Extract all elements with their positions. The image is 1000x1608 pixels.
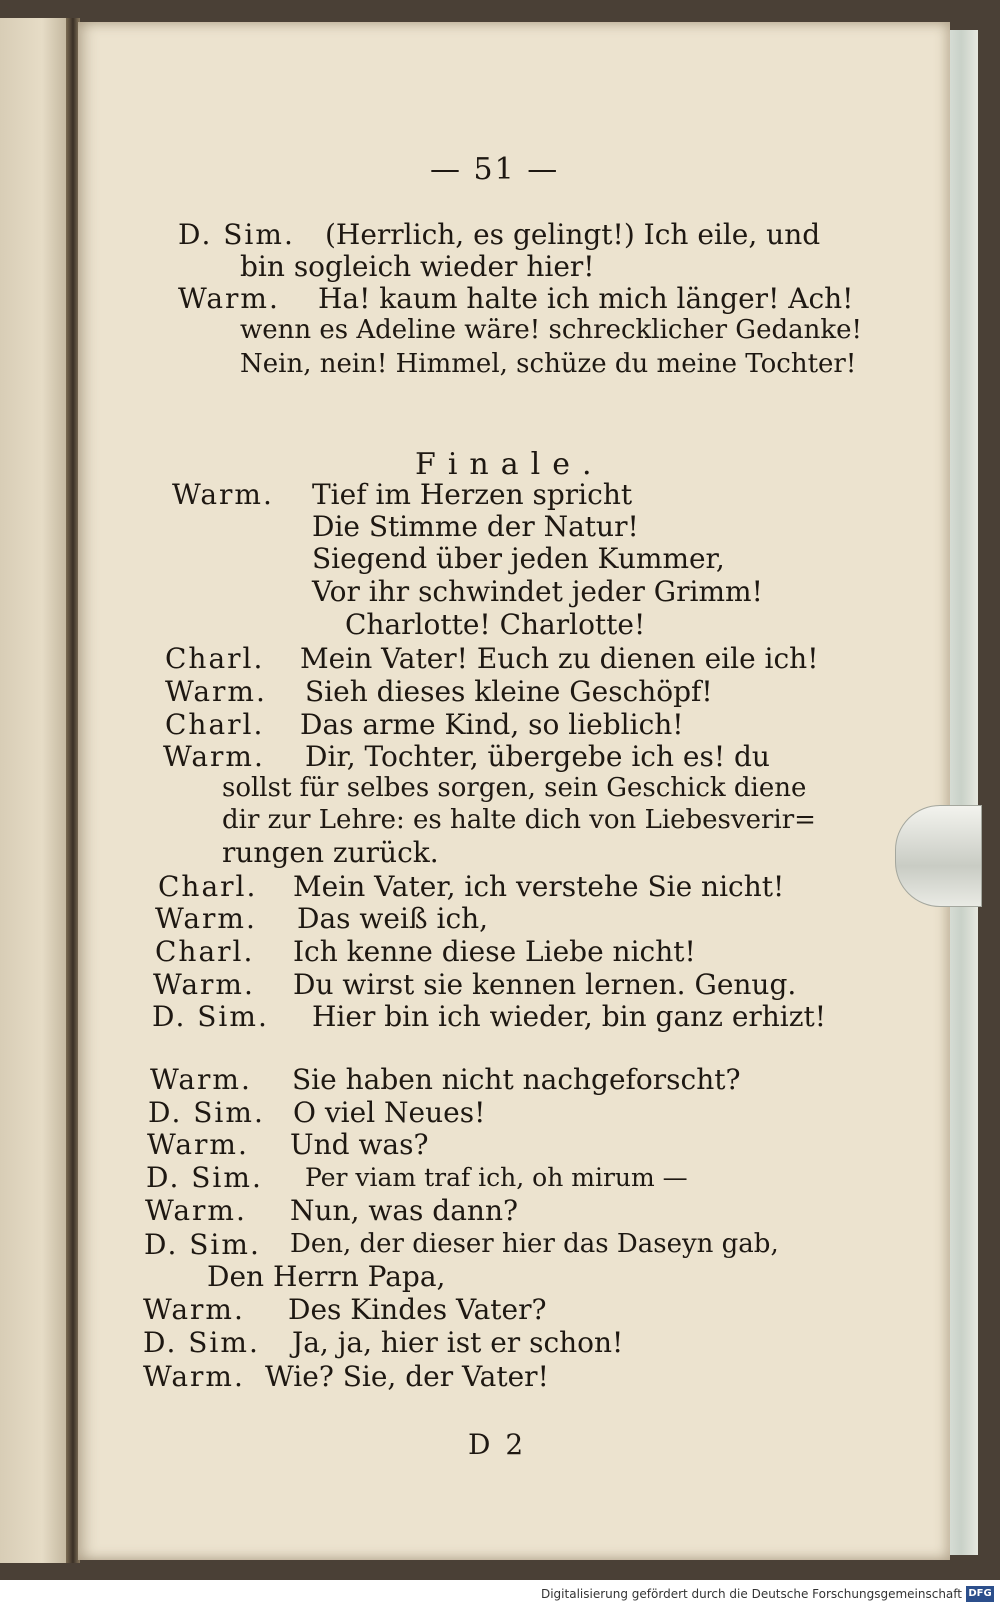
dialogue-line: bin sogleich wieder hier! (240, 250, 595, 283)
speaker-label: D. Sim. (143, 1326, 260, 1359)
dialogue-line: Das weiß ich, (297, 902, 489, 935)
dialogue-line: Des Kindes Vater? (288, 1293, 547, 1326)
speaker-label: Warm. (172, 478, 274, 511)
dialogue-line: Hier bin ich wieder, bin ganz erhizt! (312, 1000, 827, 1033)
dialogue-line: (Herrlich, es gelingt!) Ich eile, und (325, 218, 821, 251)
speaker-label: Warm. (145, 1194, 247, 1227)
speaker-label: Warm. (178, 282, 280, 315)
signature-mark: D 2 (468, 1428, 527, 1461)
speaker-label: D. Sim. (144, 1228, 261, 1261)
speaker-label: Charl. (165, 708, 265, 741)
dialogue-line: Die Stimme der Natur! (312, 510, 639, 543)
speaker-label: Warm. (150, 1063, 252, 1096)
dialogue-line: Charlotte! Charlotte! (345, 608, 646, 641)
dialogue-line: Du wirst sie kennen lernen. Genug. (293, 968, 797, 1001)
dialogue-line: O viel Neues! (293, 1096, 486, 1129)
section-heading: Finale. (415, 447, 604, 482)
dialogue-line: Nun, was dann? (290, 1194, 518, 1227)
page-clip (895, 805, 982, 907)
dialogue-line: Vor ihr schwindet jeder Grimm! (312, 575, 763, 608)
dialogue-line: Mein Vater! Euch zu dienen eile ich! (300, 642, 819, 675)
speaker-label: Charl. (158, 870, 258, 903)
dialogue-line: sollst für selbes sorgen, sein Geschick diene (222, 773, 807, 803)
dialogue-line: Dir, Tochter, übergebe ich es! du (305, 740, 770, 773)
speaker-label: Charl. (165, 642, 265, 675)
dialogue-line: Ich kenne diese Liebe nicht! (293, 935, 696, 968)
dialogue-line: rungen zurück. (222, 836, 439, 869)
page-stack-edge (950, 30, 978, 1555)
dialogue-line: Ha! kaum halte ich mich länger! Ach! (318, 282, 854, 315)
speaker-label: Warm. (147, 1128, 249, 1161)
speaker-label: D. Sim. (148, 1096, 265, 1129)
page-number: — 51 — (430, 152, 560, 187)
dfg-logo: DFG (966, 1586, 994, 1602)
funding-notice: Digitalisierung gefördert durch die Deutsche Forschungsgemeinschaft (540, 1587, 962, 1601)
speaker-label: Warm. (153, 968, 255, 1001)
speaker-label: D. Sim. (146, 1161, 263, 1194)
speaker-label: Charl. (155, 935, 255, 968)
dialogue-line: dir zur Lehre: es halte dich von Liebesverir= (222, 805, 816, 835)
dialogue-line: Sieh dieses kleine Geschöpf! (305, 675, 713, 708)
speaker-label: D. Sim. (178, 218, 295, 251)
dialogue-line: Und was? (290, 1128, 429, 1161)
dialogue-line: Sie haben nicht nachgeforscht? (292, 1063, 741, 1096)
speaker-label: Warm. (143, 1360, 245, 1393)
facing-page-edge (0, 18, 70, 1563)
dialogue-line: Ja, ja, hier ist er schon! (292, 1326, 624, 1359)
speaker-label: D. Sim. (152, 1000, 269, 1033)
dialogue-line: Tief im Herzen spricht (312, 478, 633, 511)
dialogue-line: Per viam traf ich, oh mirum — (305, 1163, 688, 1192)
dialogue-line: wenn es Adeline wäre! schrecklicher Gedanke! (240, 315, 862, 345)
dialogue-line: Siegend über jeden Kummer, (312, 542, 725, 575)
speaker-label: Warm. (155, 902, 257, 935)
dialogue-line: Den Herrn Papa, (207, 1260, 446, 1293)
speaker-label: Warm. (143, 1293, 245, 1326)
speaker-label: Warm. (163, 740, 265, 773)
dialogue-line: Den, der dieser hier das Daseyn gab, (290, 1229, 779, 1259)
dialogue-line: Das arme Kind, so lieblich! (300, 708, 684, 741)
speaker-label: Warm. (165, 675, 267, 708)
dialogue-line: Wie? Sie, der Vater! (265, 1360, 549, 1393)
footer-bar (0, 1583, 1000, 1608)
dialogue-line: Mein Vater, ich verstehe Sie nicht! (293, 870, 785, 903)
dialogue-line: Nein, nein! Himmel, schüze du meine Tochter! (240, 349, 857, 379)
